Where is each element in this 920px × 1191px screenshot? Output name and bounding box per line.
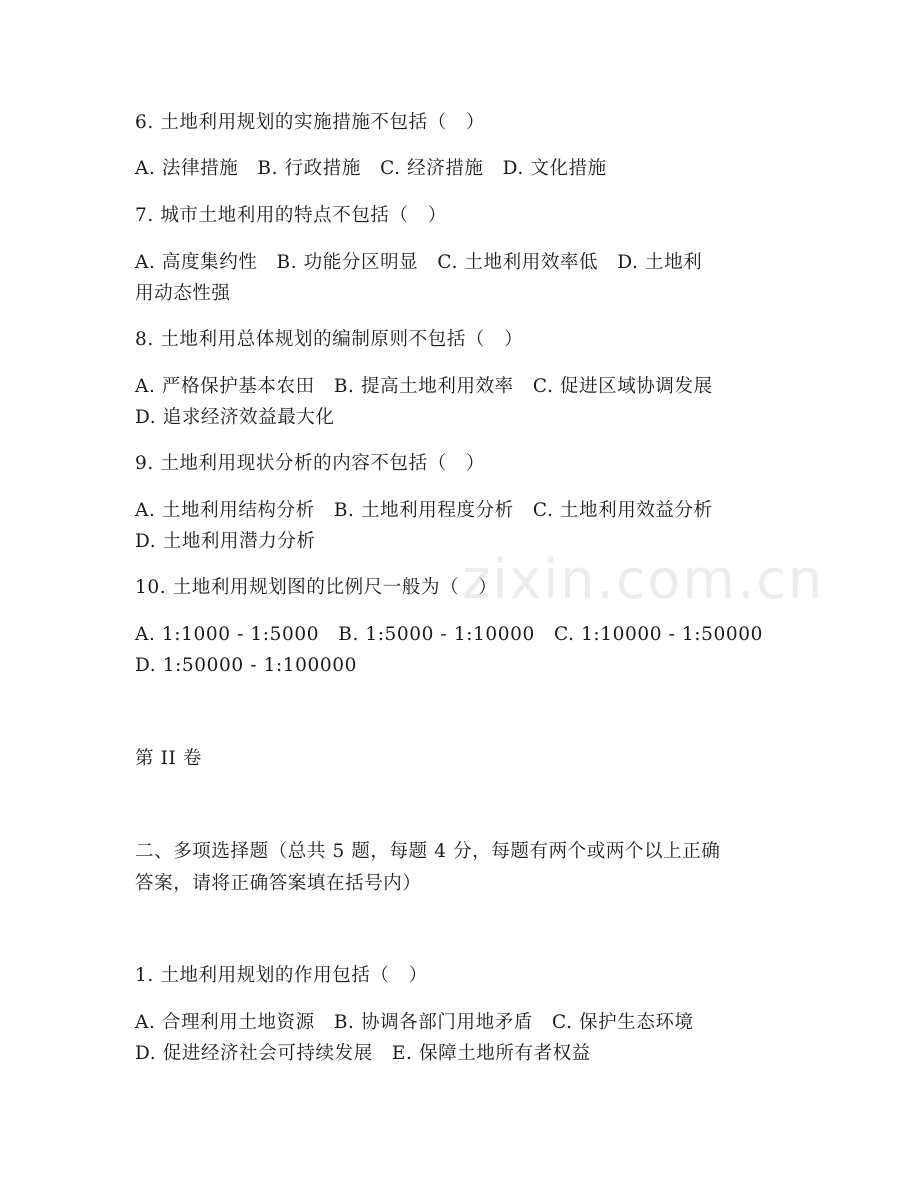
multi-question-1-options: A. 合理利用土地资源 B. 协调各部门用地矛盾 C. 保护生态环境 [135, 1012, 694, 1033]
question-7-options-cont: 用动态性强 [135, 283, 231, 304]
question-6-options: A. 法律措施 B. 行政措施 C. 经济措施 D. 文化措施 [135, 158, 607, 179]
question-9-options: A. 土地利用结构分析 B. 土地利用程度分析 C. 土地利用效益分析 [135, 500, 713, 521]
question-7-options: A. 高度集约性 B. 功能分区明显 C. 土地利用效率低 D. 土地利 [135, 252, 703, 273]
section-title-cont: 答案，请将正确答案填在括号内） [135, 873, 422, 894]
question-10-stem: 10. 土地利用规划图的比例尺一般为（ ） [135, 577, 498, 598]
question-8-stem: 8. 土地利用总体规划的编制原则不包括（ ） [135, 329, 524, 350]
question-9-stem: 9. 土地利用现状分析的内容不包括（ ） [135, 453, 486, 474]
question-10-options-cont: D. 1:50000 - 1:100000 [135, 655, 358, 676]
volume-title: 第 II 卷 [135, 748, 202, 769]
question-7-stem: 7. 城市土地利用的特点不包括（ ） [135, 205, 447, 226]
multi-question-1-stem: 1. 土地利用规划的作用包括（ ） [135, 965, 428, 986]
question-8-options: A. 严格保护基本农田 B. 提高土地利用效率 C. 促进区域协调发展 [135, 376, 713, 397]
section-title: 二、多项选择题（总共 5 题，每题 4 分，每题有两个或两个以上正确 [135, 841, 721, 862]
question-9-options-cont: D. 土地利用潜力分析 [135, 531, 316, 552]
question-8-options-cont: D. 追求经济效益最大化 [135, 407, 335, 428]
question-10-options: A. 1:1000 - 1:5000 B. 1:5000 - 1:10000 C. 1:10000 - 1:50000 [135, 624, 763, 645]
question-6-stem: 6. 土地利用规划的实施措施不包括（ ） [135, 112, 486, 133]
watermark: zixin.com.cn [462, 548, 825, 611]
multi-question-1-options-cont: D. 促进经济社会可持续发展 E. 保障土地所有者权益 [135, 1043, 591, 1064]
